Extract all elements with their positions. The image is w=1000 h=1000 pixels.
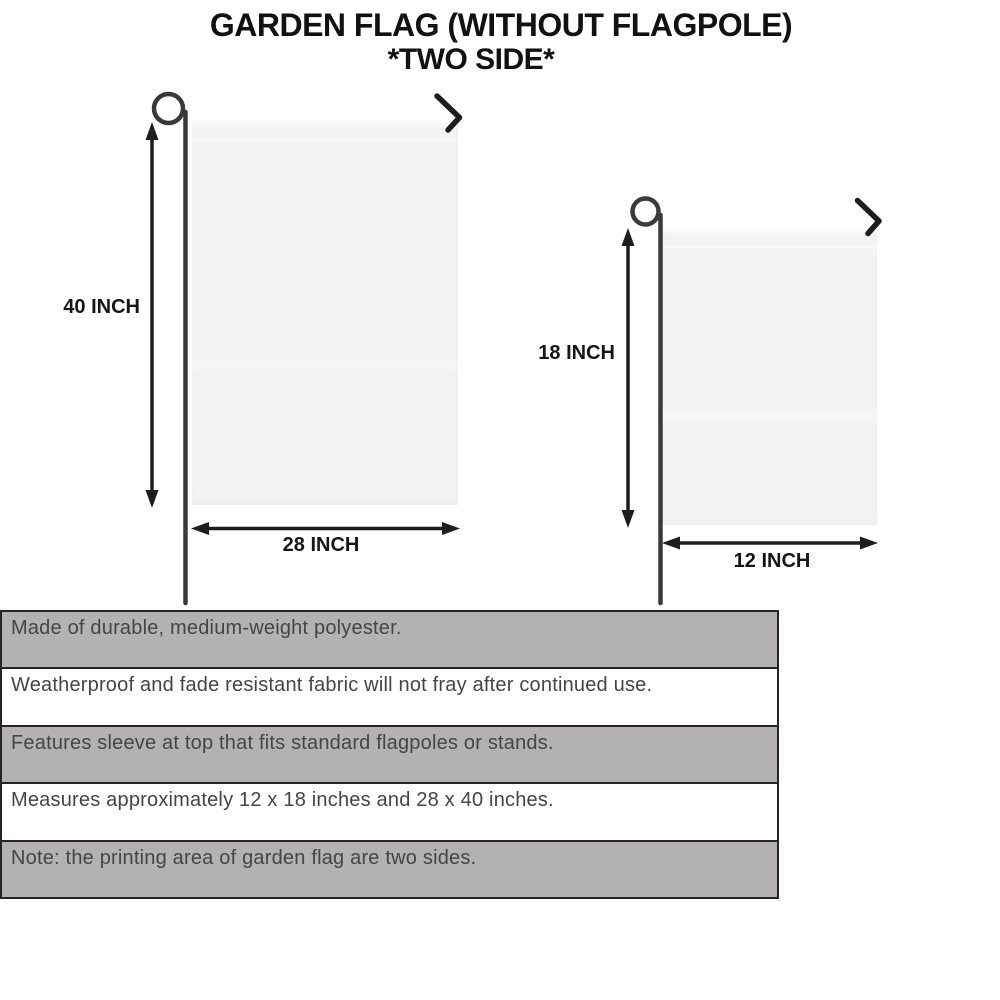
large-flag-image <box>192 120 458 505</box>
spec-row-weatherproof: Weatherproof and fade resistant fabric will not fray after continued use. <box>2 667 777 724</box>
page-title: GARDEN FLAG (WITHOUT FLAGPOLE) <box>209 7 793 43</box>
spec-row-measurements: Measures approximately 12 x 18 inches and 28 x 40 inches. <box>2 782 777 839</box>
small-flag-width-label: 12 INCH <box>733 550 811 572</box>
page-subtitle: *TWO SIDE* <box>387 43 555 76</box>
large-height-arrow <box>146 122 159 508</box>
spec-row-note: Note: the printing area of garden flag are two sides. <box>2 840 777 897</box>
large-flag-width-label: 28 INCH <box>282 534 360 556</box>
small-flagpole-loop-icon <box>633 199 659 225</box>
small-flag-height-label: 18 INCH <box>538 342 615 364</box>
large-flag-height-label: 40 INCH <box>63 296 140 318</box>
small-flag-image <box>663 227 877 525</box>
spec-row-sleeve: Features sleeve at top that fits standard flagpoles or stands. <box>2 725 777 782</box>
small-width-arrow <box>662 537 878 550</box>
large-flagpole-loop-icon <box>154 94 183 123</box>
small-height-arrow <box>622 228 635 528</box>
spec-table <box>0 610 779 899</box>
spec-row-material: Made of durable, medium-weight polyester. <box>2 612 777 667</box>
